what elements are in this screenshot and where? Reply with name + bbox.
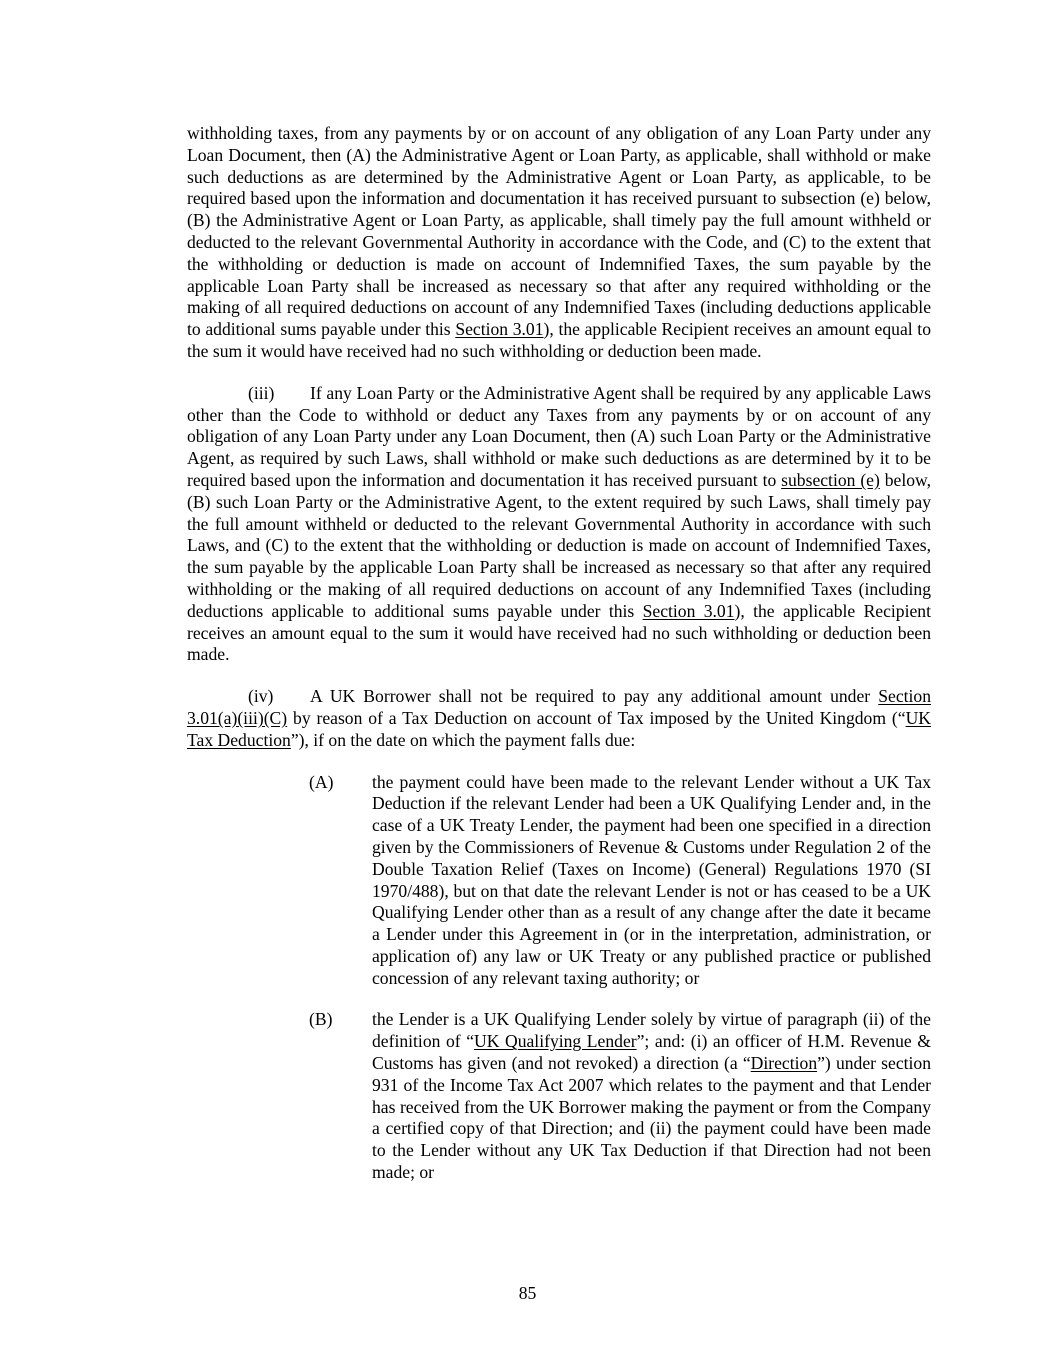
subparagraph-text: ”) under section 931 of the Income Tax Act 2007 which relates to the payment and that Lender has received from the UK Borrower making the payment or from the Company a certified copy of that Direction; and (ii) the payment could have been made to the Lender without any UK Tax Deduction if that Direction had not been made; or <box>372 1053 932 1183</box>
defined-term: UK Tax Deduction <box>187 707 931 750</box>
subparagraph-text: the payment could have been made to the relevant Lender without a UK Tax Deduction if the relevant Lender had been a UK Qualifying Lender and, in the case of a UK Treaty Lender, the payment had been one specified in a direction given by the Commissioners of Revenue & Customs under Regulation 2 of the Double Taxation Relief (Taxes on Income) (General) Regulations 1970 (SI 1970/488), but on that date the relevant Lender is not or has ceased to be a UK Qualifying Lender other than as a result of any change after the date it became a Lender under this Agreement in (or in the interpretation, administration, or application of) any law or UK Treaty or any published practice or published concession of any relevant taxing authority; or <box>372 771 931 988</box>
subparagraph-label: (B) <box>309 1009 333 1030</box>
paragraph-text: by reason of a Tax Deduction on account of Tax imposed by the United Kingdom (“ <box>287 707 906 728</box>
paragraph-text: ), the applicable Recipient receives an amount equal to the sum it would have received had no such withholding or deduction been made. <box>187 319 931 361</box>
subparagraph-label: (A) <box>309 771 334 792</box>
subsection-reference: subsection (e) <box>781 469 880 490</box>
paragraph-continuation <box>187 123 931 363</box>
paragraph-iii <box>187 383 931 666</box>
subparagraph-b <box>309 1009 932 1183</box>
section-reference: Section 3.01(a)(iii)(C) <box>187 686 931 728</box>
subparagraph-text: the Lender is a UK Qualifying Lender solely by virtue of paragraph (ii) of the definition of “ <box>372 1009 931 1052</box>
section-reference: Section 3.01 <box>642 600 735 621</box>
paragraph-iv <box>187 686 931 751</box>
paragraph-number: (iii) <box>248 382 275 403</box>
page-number: 85 <box>518 1283 537 1303</box>
paragraph-text: A UK Borrower shall not be required to pay any additional amount under <box>310 686 879 707</box>
subparagraph-a <box>309 771 931 990</box>
paragraph-number: (iv) <box>248 686 274 707</box>
defined-term: UK Qualifying Lender <box>474 1031 637 1052</box>
paragraph-text: ), the applicable Recipient receives an amount equal to the sum it would have received had no such withholding or deduction been made. <box>187 600 931 665</box>
subparagraph-text-block <box>372 1009 931 1183</box>
defined-term: Direction <box>750 1053 818 1074</box>
document-page <box>187 123 931 1204</box>
section-reference: Section 3.01 <box>455 319 544 340</box>
subparagraph-text: ”; and: (i) an officer of H.M. Revenue & Customs has given (and not revoked) a direction (a “ <box>372 1031 931 1074</box>
paragraph-text: ”), if on the date on which the payment falls due: <box>290 729 636 750</box>
paragraph-text: below, (B) such Loan Party or the Administrative Agent, to the extent required by such Laws, shall timely pay the full amount withheld or deducted to the relevant Governmental Authority in accordance with such Laws, and (C) to the extent that the withholding or deduction is made on account of Indemnified Taxes, the sum payable by the applicable Loan Party shall be increased as necessary so that after any required withholding or the making of all required deductions on account of any Indemnified Taxes (including deductions applicable to additional sums payable under this <box>187 469 932 621</box>
paragraph-text: withholding taxes, from any payments by or on account of any obligation of any Loan Party under any Loan Document, then (A) the Administrative Agent or Loan Party, as applicable, shall withhold or make such deductions as are determined by the Administrative Agent or Loan Party, as applicable, to be required based upon the information and documentation it has received pursuant to subsection (e) below, (B) the Administrative Agent or Loan Party, as applicable, shall timely pay the full amount withheld or deducted to the relevant Governmental Authority in accordance with the Code, and (C) to the extent that the withholding or deduction is made on account of Indemnified Taxes, the sum payable by the applicable Loan Party shall be increased as necessary so that after any required withholding or the making of all required deductions on account of any Indemnified Taxes (including deductions applicable to additional sums payable under this <box>187 123 931 340</box>
paragraph-text: If any Loan Party or the Administrative Agent shall be required by any applicable Laws other than the Code to withhold or deduct any Taxes from any payments by or on account of any obligation of any Loan Party under any Loan Document, then (A) such Loan Party or the Administrative Agent, as required by such Laws, shall withhold or make such deductions as are determined by it to be required based upon the information and documentation it has received pursuant to <box>187 382 931 490</box>
